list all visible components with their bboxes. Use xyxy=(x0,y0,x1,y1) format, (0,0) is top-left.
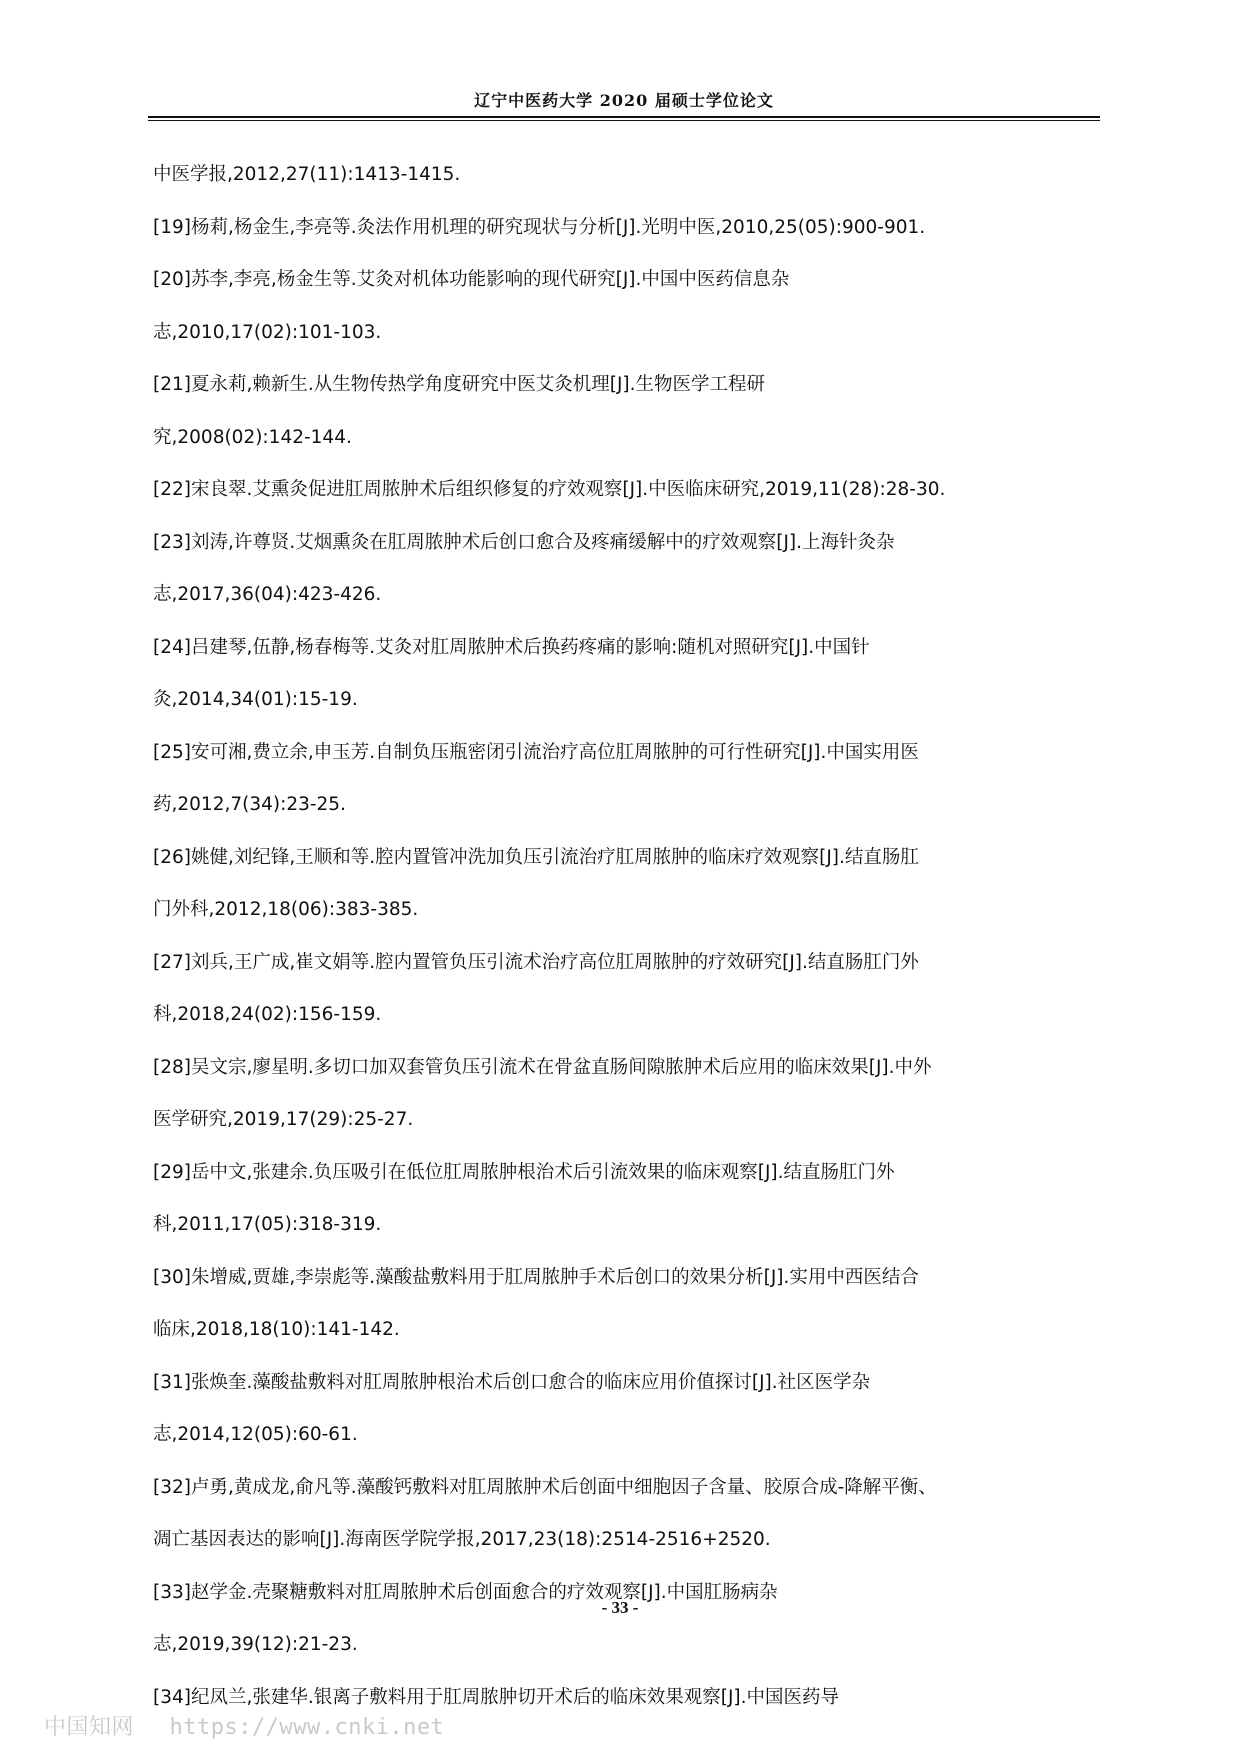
reference-line: [19]杨莉,杨金生,李亮等.灸法作用机理的研究现状与分析[J].光明中医,2010,25(05):900-901. xyxy=(153,216,926,238)
reference-line: [31]张焕奎.藻酸盐敷料对肛周脓肿根治术后创口愈合的临床应用价值探讨[J].社区医学杂 xyxy=(153,1371,871,1393)
reference-line: 科,2011,17(05):318-319. xyxy=(153,1214,382,1235)
reference-line: 医学研究,2019,17(29):25-27. xyxy=(153,1109,414,1130)
reference-line: 灸,2014,34(01):15-19. xyxy=(153,689,358,710)
reference-line: 药,2012,7(34):23-25. xyxy=(153,794,346,815)
reference-line: [34]纪凤兰,张建华.银离子敷料用于肛周脓肿切开术后的临床效果观察[J].中国医药导 xyxy=(153,1686,840,1708)
reference-line: 科,2018,24(02):156-159. xyxy=(153,1004,382,1025)
reference-line: [29]岳中文,张建余.负压吸引在低位肛周脓肿根治术后引流效果的临床观察[J].结直肠肛门外 xyxy=(153,1161,895,1183)
reference-line: [28]吴文宗,廖星明.多切口加双套管负压引流术在骨盆直肠间隙脓肿术后应用的临床效果[J].中外 xyxy=(153,1056,932,1078)
reference-line: [32]卢勇,黄成龙,俞凡等.藻酸钙敷料对肛周脓肿术后创面中细胞因子含量、胶原合成-降解平衡、 xyxy=(153,1476,937,1498)
watermark-url: https://www.cnki.net xyxy=(169,1715,445,1740)
reference-line: [24]吕建琴,伍静,杨春梅等.艾灸对肛周脓肿术后换药疼痛的影响:随机对照研究[J].中国针 xyxy=(153,636,870,658)
reference-line: [23]刘涛,许尊贤.艾烟熏灸在肛周脓肿术后创口愈合及疼痛缓解中的疗效观察[J].上海针灸杂 xyxy=(153,531,895,553)
running-header: 辽宁中医药大学 2020 届硕士学位论文 xyxy=(474,91,774,110)
reference-line: 志,2010,17(02):101-103. xyxy=(153,321,382,343)
reference-line: [25]安可湘,费立余,申玉芳.自制负压瓶密闭引流治疗高位肛周脓肿的可行性研究[J].中国实用医 xyxy=(153,741,919,763)
reference-line: 凋亡基因表达的影响[J].海南医学院学报,2017,23(18):2514-2516+2520. xyxy=(153,1529,771,1550)
reference-line: [27]刘兵,王广成,崔文娟等.腔内置管负压引流术治疗高位肛周脓肿的疗效研究[J].结直肠肛门外 xyxy=(153,951,919,973)
header-rule-thin xyxy=(148,120,1100,121)
reference-line: 志,2017,36(04):423-426. xyxy=(153,584,382,605)
reference-line: 门外科,2012,18(06):383-385. xyxy=(153,899,419,920)
reference-line: [22]宋良翠.艾熏灸促进肛周脓肿术后组织修复的疗效观察[J].中医临床研究,2019,11(28):28-30. xyxy=(153,479,946,500)
reference-line: [21]夏永莉,赖新生.从生物传热学角度研究中医艾灸机理[J].生物医学工程研 xyxy=(153,374,766,395)
reference-line: [33]赵学金.壳聚糖敷料对肛周脓肿术后创面愈合的疗效观察[J].中国肛肠病杂 xyxy=(153,1581,778,1603)
watermark xyxy=(44,1710,444,1741)
header-rule xyxy=(148,116,1100,118)
reference-line: 究,2008(02):142-144. xyxy=(153,426,352,448)
page-number: - 33 - xyxy=(601,1598,639,1617)
reference-line: 志,2019,39(12):21-23. xyxy=(153,1634,358,1655)
reference-list xyxy=(153,160,1103,1735)
reference-line: 中医学报,2012,27(11):1413-1415. xyxy=(153,164,461,185)
reference-line: [30]朱增威,贾雄,李崇彪等.藻酸盐敷料用于肛周脓肿手术后创口的效果分析[J].实用中西医结合 xyxy=(153,1266,919,1288)
reference-line: 临床,2018,18(10):141-142. xyxy=(153,1319,400,1340)
reference-line: [26]姚健,刘纪锋,王顺和等.腔内置管冲洗加负压引流治疗肛周脓肿的临床疗效观察[J].结直肠肛 xyxy=(153,846,919,868)
watermark-brand: 中国知网 xyxy=(44,1715,135,1740)
reference-line: [20]苏李,李亮,杨金生等.艾灸对机体功能影响的现代研究[J].中国中医药信息杂 xyxy=(153,269,790,290)
reference-line: 志,2014,12(05):60-61. xyxy=(153,1424,358,1445)
